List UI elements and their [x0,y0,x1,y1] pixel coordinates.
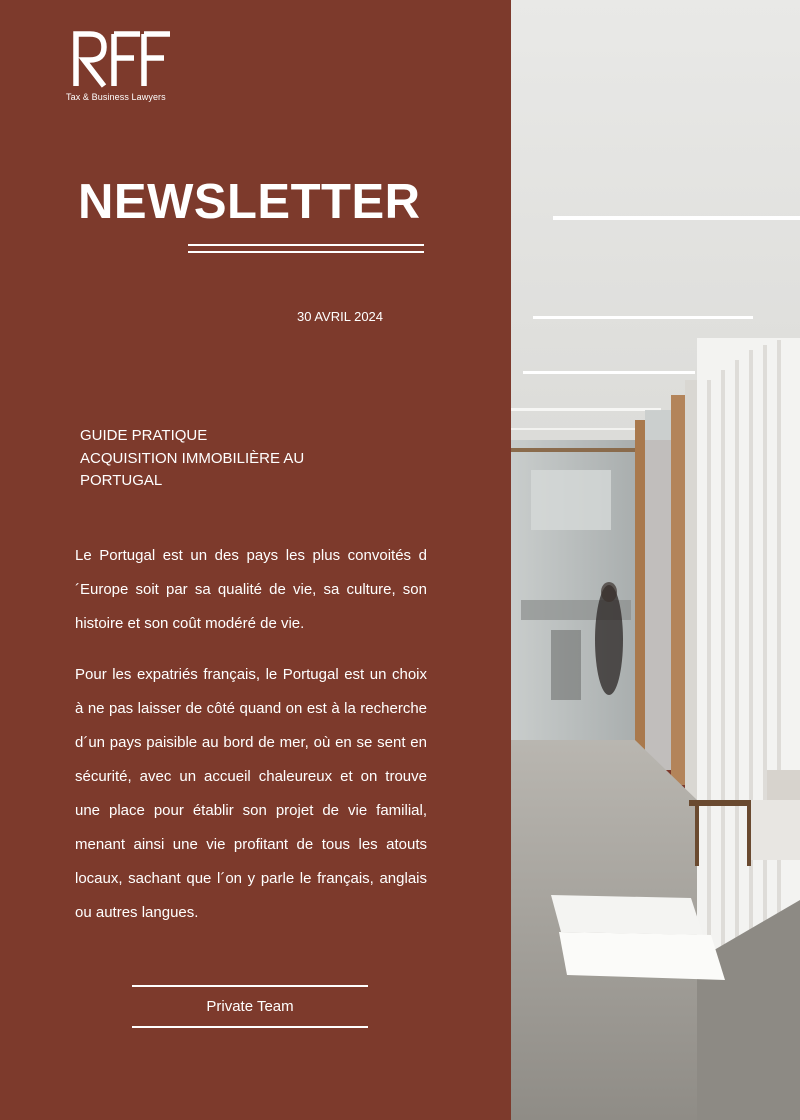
body-paragraph: Le Portugal est un des pays les plus convoités d´Europe soit par sa qualité de vie, sa culture, son histoire et son coût modéré de vie. [75,547,427,632]
issue-date: 30 AVRIL 2024 [297,309,384,324]
logo-tagline: Tax & Business Lawyers [66,92,166,102]
guide-heading-line: ACQUISITION IMMOBILIÈRE AU [80,449,305,467]
guide-heading-line: PORTUGAL [80,472,163,489]
office-corridor-photo [511,0,800,1120]
footer-rule-bottom [132,1026,368,1028]
title-underline-bottom [188,251,424,253]
rff-logo [70,28,180,98]
office-corridor-illustration [511,0,800,1120]
title-underline-top [188,244,424,246]
guide-heading-line: GUIDE PRATIQUE [80,427,208,444]
footer-rule-top [132,985,368,987]
newsletter-title: NEWSLETTER [78,175,421,229]
team-label: Private Team [206,998,294,1015]
body-paragraph: Pour les expatriés français, le Portugal est un choix à ne pas laisser de côté quand on est à la recherche d´un pays paisible au bord de mer, où en se sent en sécurité, avec un accueil chaleureux et on trouve une place pour établir son projet de vie familial, menant ainsi une vie profitant de tous les atouts locaux, sachant que l´on y parle le français, anglais ou autres langues. [75,666,427,921]
body-text [75,539,427,947]
rff-logo-mark [70,28,180,92]
guide-heading [80,425,380,493]
